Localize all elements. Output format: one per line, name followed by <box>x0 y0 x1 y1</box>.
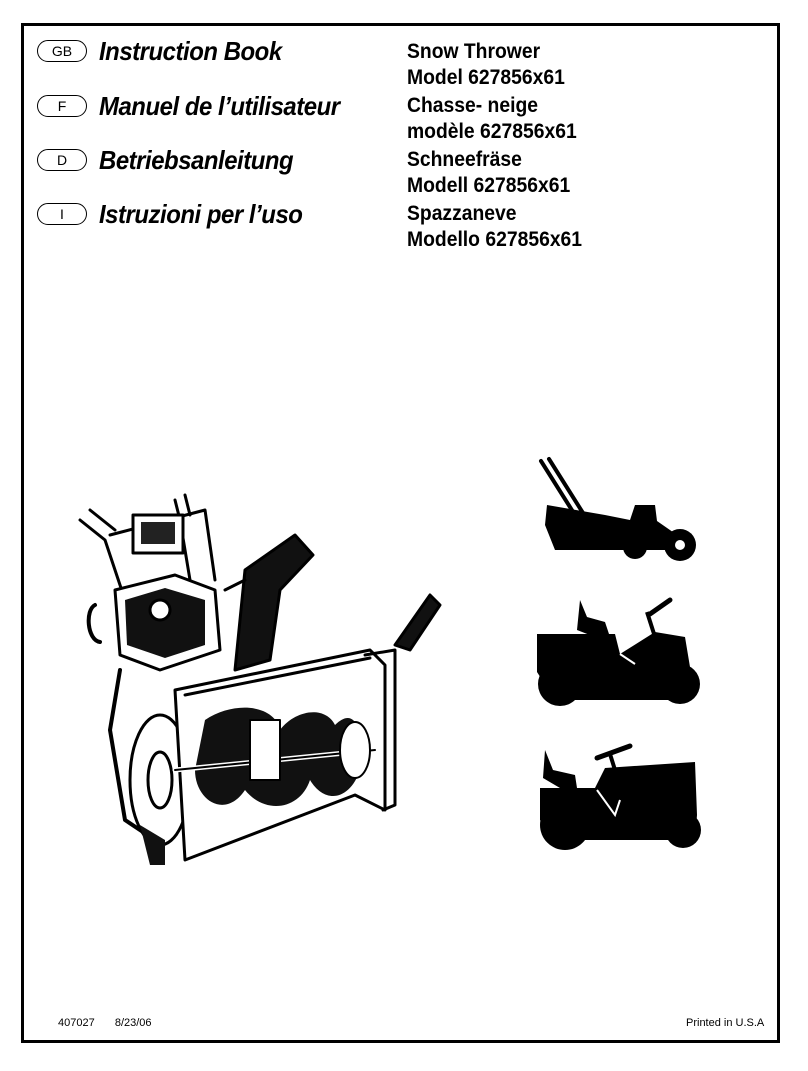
garden-tractor-icon <box>535 740 705 855</box>
language-row-d <box>37 145 310 175</box>
language-title: Istruzioni per l’uso <box>99 198 303 229</box>
language-title: Instruction Book <box>99 35 282 66</box>
product-name: Spazzaneve <box>407 202 517 225</box>
language-badge: F <box>37 95 87 117</box>
model-number: modèle 627856x61 <box>407 120 577 143</box>
language-row-f <box>37 91 361 121</box>
riding-mower-icon <box>535 592 705 712</box>
product-name: Schneefräse <box>407 148 522 171</box>
lawn-mower-icon <box>535 455 705 565</box>
language-title: Manuel de l’utilisateur <box>99 90 340 121</box>
language-title: Betriebsanleitung <box>99 144 294 175</box>
language-badge: I <box>37 203 87 225</box>
footer-printed: Printed in U.S.A <box>686 1017 765 1029</box>
product-name: Chasse- neige <box>407 94 538 117</box>
model-number: Modell 627856x61 <box>407 174 571 197</box>
model-number: Model 627856x61 <box>407 66 565 89</box>
language-badge: GB <box>37 40 87 62</box>
product-name: Snow Thrower <box>407 40 541 63</box>
doc-date: 8/23/06 <box>114 1017 152 1029</box>
model-number: Modello 627856x61 <box>407 228 583 251</box>
language-badge: D <box>37 149 87 171</box>
language-row-gb <box>37 36 298 66</box>
language-row-i <box>37 199 320 229</box>
snow-thrower-illustration <box>65 480 455 870</box>
footer-doc-number <box>58 1017 152 1029</box>
doc-number: 407027 <box>58 1017 95 1029</box>
